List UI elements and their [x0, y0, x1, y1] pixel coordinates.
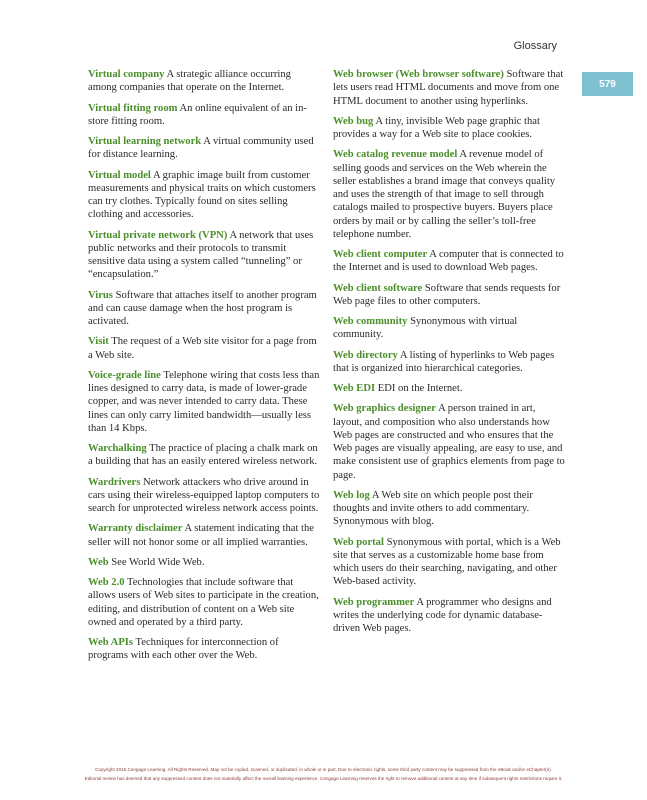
page-number-tab: 579 [582, 72, 633, 96]
glossary-term: Web EDI [333, 383, 376, 394]
glossary-term: Virtual fitting room [88, 102, 178, 114]
glossary-definition: A strategic alliance occurring among companies that operate on the Internet. [88, 69, 291, 94]
glossary-entry [333, 315, 566, 342]
glossary-definition: Network attackers who drive around in cars using their wireless-equipped laptop computers to search for unprotected wireless network access points. [88, 476, 320, 514]
glossary-term: Web 2.0 [88, 577, 125, 588]
glossary-entry [333, 489, 566, 529]
glossary-entry [88, 229, 320, 282]
glossary-definition: Technologies that include software that allows users of Web sites to participate in the creation, editing, and distribution of content on a Web site owned and operated by a third party. [88, 577, 319, 628]
glossary-definition: The request of a Web site visitor for a page from a Web site. [88, 336, 317, 361]
glossary-left-column [88, 68, 320, 670]
glossary-definition: A programmer who designs and writes the underlying code for dynamic database-driven Web pages. [333, 596, 552, 634]
glossary-definition: A network that uses public networks and their protocols to transmit sensitive data using a system called “tunneling” or “encapsulation.” [88, 229, 314, 281]
glossary-entry [88, 335, 320, 362]
glossary-term: Web catalog revenue model [333, 149, 458, 161]
glossary-definition: A person trained in art, layout, and composition who also understands how Web pages are constructed and who ensures that the Web pages are visually appealing, are easy to use, and make consistent use of graphics elements from page to page. [333, 403, 565, 481]
glossary-term: Virus [88, 289, 113, 301]
glossary-term: Web portal [333, 536, 384, 548]
glossary-term: Web graphics designer [333, 403, 436, 415]
glossary-entry [333, 349, 566, 376]
glossary-term: Web log [333, 489, 370, 501]
glossary-definition: A virtual community used for distance learning. [88, 136, 314, 161]
glossary-definition: Software that lets users read HTML documents and move from one HTML document to another using hyperlinks. [333, 69, 564, 107]
glossary-term: Web browser (Web browser software) [333, 69, 504, 80]
glossary-entry [333, 596, 566, 636]
glossary-entry [88, 369, 320, 435]
glossary-entry [333, 536, 566, 589]
glossary-right-column [333, 68, 566, 642]
running-header: Glossary [513, 40, 557, 52]
glossary-definition: A statement indicating that the seller will not honor some or all implied warranties. [88, 523, 314, 548]
glossary-definition: A tiny, invisible Web page graphic that provides a way for a Web site to place cookies. [333, 115, 540, 140]
glossary-definition: Techniques for interconnection of programs with each other over the Web. [88, 637, 279, 662]
glossary-term: Web bug [333, 115, 374, 127]
glossary-definition: An online equivalent of an in-store fitting room. [88, 102, 307, 127]
glossary-entry [88, 135, 320, 162]
glossary-term: Web programmer [333, 596, 415, 608]
glossary-term: Web directory [333, 349, 398, 361]
glossary-definition: Synonymous with virtual community. [333, 316, 518, 341]
glossary-definition: Software that attaches itself to another program and can cause damage when the host program is activated. [88, 289, 317, 327]
glossary-term: Voice-grade line [88, 369, 161, 381]
glossary-term: Web community [333, 316, 408, 327]
glossary-entry [333, 115, 566, 142]
glossary-term: Virtual private network (VPN) [88, 229, 228, 241]
glossary-term: Virtual model [88, 169, 151, 181]
glossary-definition: Software that sends requests for Web page files to other computers. [333, 282, 561, 307]
glossary-definition: Synonymous with portal, which is a Web site that serves as a customizable home base from which users do their searching, navigating, and other Web-based activity. [333, 536, 561, 588]
glossary-definition: A computer that is connected to the Internet and is used to download Web pages. [333, 249, 564, 274]
glossary-entry [88, 289, 320, 329]
glossary-term: Virtual company [88, 69, 165, 80]
editorial-notice: Editorial review has deemed that any suppressed content does not materially affect the overall learning experience. Cengage Learning reserves the right to remove additional content at any time if subsequent rights restrictions require it. [84, 776, 563, 781]
glossary-entry [333, 68, 566, 108]
glossary-entry [88, 169, 320, 222]
glossary-term: Visit [88, 336, 109, 348]
glossary-term: Virtual learning network [88, 136, 202, 147]
glossary-entry [333, 382, 566, 395]
glossary-term: Web client software [333, 282, 423, 294]
glossary-definition: A Web site on which people post their thoughts and invite others to add commentary. Synonymous with blog. [333, 489, 533, 528]
glossary-definition: EDI on the Internet. [377, 383, 463, 394]
glossary-entry [88, 636, 320, 663]
glossary-entry [333, 148, 566, 241]
glossary-definition: See World Wide Web. [111, 556, 205, 568]
glossary-entry [333, 248, 566, 275]
glossary-term: Warranty disclaimer [88, 523, 183, 535]
glossary-term: Web client computer [333, 249, 428, 260]
glossary-entry [88, 576, 320, 629]
glossary-entry [88, 522, 320, 549]
glossary-entry [88, 476, 320, 516]
glossary-definition: The practice of placing a chalk mark on a building that has an easily entered wireless network. [88, 443, 318, 468]
glossary-definition: Telephone wiring that costs less than lines designed to carry data, is made of lower-grade copper, and was never intended to carry data. These lines can only carry limited bandwidth—usually less than 14 Kbps. [88, 369, 320, 434]
glossary-term: Wardrivers [88, 476, 141, 488]
glossary-entry [88, 556, 320, 569]
glossary-entry [88, 68, 320, 95]
glossary-term: Web APIs [88, 637, 134, 648]
glossary-term: Warchalking [88, 443, 147, 454]
glossary-definition: A revenue model of selling goods and services on the Web wherein the seller establishes a brand image that conveys quality and uses the strength of that image to sell through catalogs mailed to prospective buyers. Buyers place orders by mail or by calling the seller’s toll-free telephone number. [333, 149, 556, 240]
glossary-term: Web [88, 556, 109, 568]
glossary-entry [333, 402, 566, 482]
glossary-definition: A graphic image built from customer measurements and physical traits on which customers can try clothes. Typically found on sites selling clothing and accessories. [88, 169, 316, 221]
copyright-notice: Copyright 2015 Cengage Learning. All Rights Reserved. May not be copied, scanned, or duplicated, in whole or in part. Due to electronic rights, some third party content may be suppressed from the eBook and/or eChapter(s). [95, 767, 552, 772]
glossary-entry [88, 102, 320, 129]
glossary-entry [333, 282, 566, 309]
glossary-definition: A listing of hyperlinks to Web pages that is organized into hierarchical categories. [333, 349, 555, 374]
glossary-entry [88, 442, 320, 469]
